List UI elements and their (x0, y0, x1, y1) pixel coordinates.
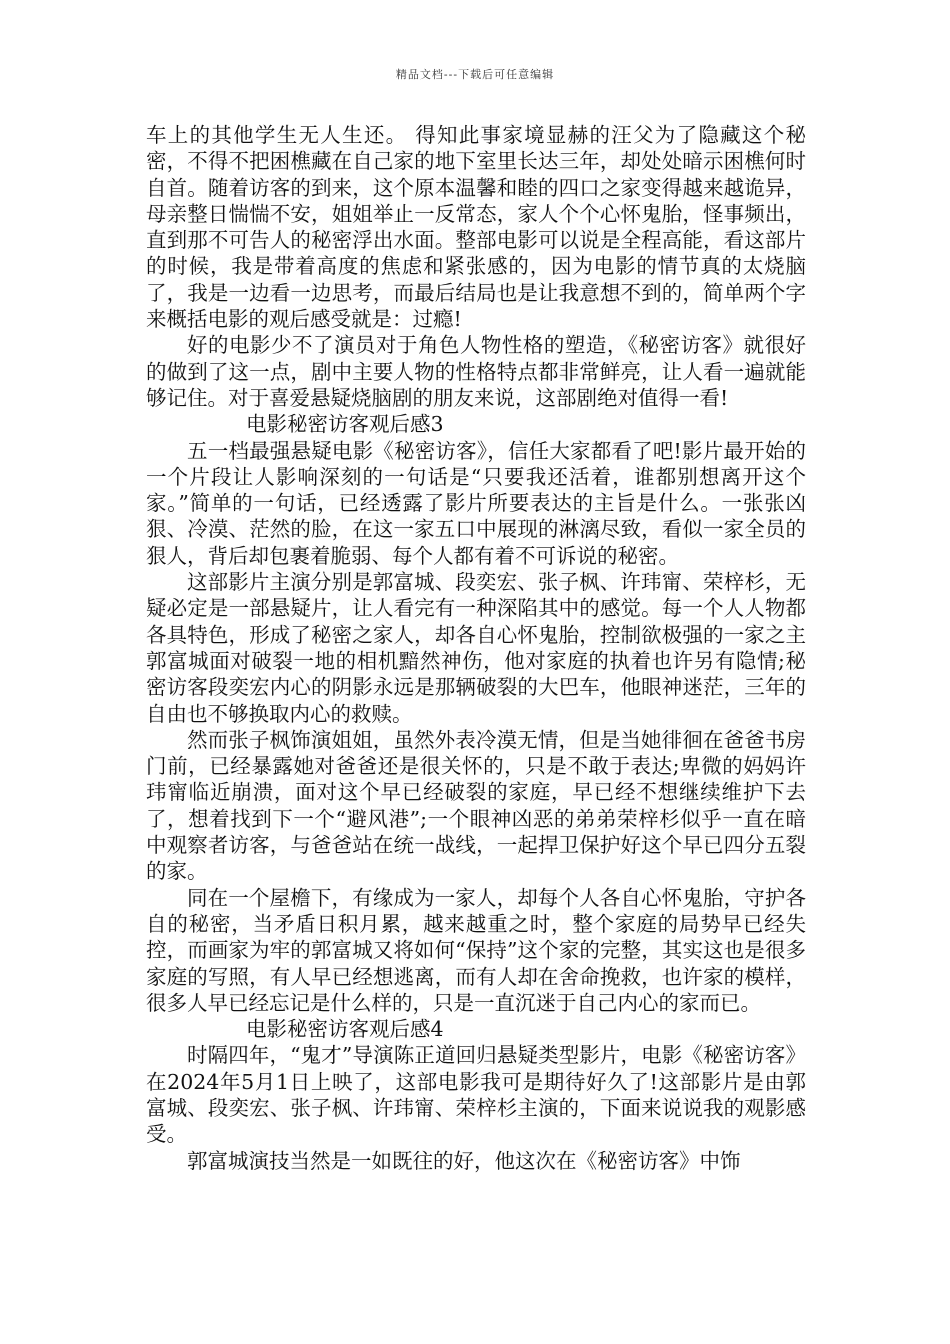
paragraph: 五一档最强悬疑电影《秘密访客》，信任大家都看了吧!影片最开始的一个片段让人影响深刻的一句话是“只要我还活着，谁都别想离开这个家。”简单的一句话，已经透露了影片所要表达的主旨是什么。一张张凶狠、冷漠、茫然的脸，在这一家五口中展现的淋漓尽致，看似一家全员的狠人，背后却包裹着脆弱、每个人都有着不可诉说的秘密。 (146, 438, 806, 568)
paragraph: 好的电影少不了演员对于角色人物性格的塑造，《秘密访客》就很好的做到了这一点，剧中主要人物的性格特点都非常鲜亮，让人看一遍就能够记住。对于喜爱悬疑烧脑剧的朋友来说，这部剧绝对值得一看! (146, 333, 806, 410)
paragraph: 这部影片主演分别是郭富城、段奕宏、张子枫、许玮甯、荣梓杉，无疑必定是一部悬疑片，让人看完有一种深陷其中的感觉。每一个人人物都各具特色，形成了秘密之家人，却各自心怀鬼胎，控制欲极强的一家之主郭富城面对破裂一地的相机黯然神伤，他对家庭的执着也许另有隐情;秘密访客段奕宏内心的阴影永远是那辆破裂的大巴车，他眼神迷茫，三年的自由也不够换取内心的救赎。 (146, 570, 806, 726)
paragraph: 车上的其他学生无人生还。 得知此事家境显赫的汪父为了隐藏这个秘密，不得不把困樵藏在自己家的地下室里长达三年，却处处暗示困樵何时自首。随着访客的到来，这个原本温馨和睦的四口之家变得越来越诡异，母亲整日惴惴不安，姐姐举止一反常态，家人个个心怀鬼胎，怪事频出，直到那不可告人的秘密浮出水面。整部电影可以说是全程高能，看这部片的时候，我是带着高度的焦虑和紧张感的，因为电影的情节真的太烧脑了，我是一边看一边思考，而最后结局也是让我意想不到的，简单两个字来概括电影的观后感受就是：过瘾! (146, 123, 806, 332)
section-heading: 电影秘密访客观后感3 (246, 412, 444, 437)
paragraph: 然而张子枫饰演姐姐，虽然外表冷漠无情，但是当她徘徊在爸爸书房门前，已经暴露她对爸爸还是很关怀的，只是不敢于表达;卑微的妈妈许玮甯临近崩溃，面对这个早已经破裂的家庭，早已经不想继续维护下去了，想着找到下一个“避风港”;一个眼神凶恶的弟弟荣梓杉似乎一直在暗中观察者访客，与爸爸站在统一战线，一起捍卫保护好这个早已四分五裂的家。 (146, 727, 806, 884)
paragraph: 郭富城演技当然是一如既往的好，他这次在《秘密访客》中饰 (187, 1148, 741, 1173)
paragraph: 同在一个屋檐下，有缘成为一家人，却每个人各自心怀鬼胎，守护各自的秘密，当矛盾日积月累，越来越重之时，整个家庭的局势早已经失控，而画家为牢的郭富城又将如何“保持”这个家的完整，其实这也是很多家庭的写照，有人早已经想逃离，而有人却在舍命挽救，也许家的模样，很多人早已经忘记是什么样的，只是一直沉迷于自己内心的家而已。 (146, 885, 806, 1015)
paragraph: 时隔四年，“鬼才”导演陈正道回归悬疑类型影片，电影《秘密访客》在2024年5月1日上映了，这部电影我可是期待好久了!这部影片是由郭富城、段奕宏、张子枫、许玮甯、荣梓杉主演的，下面来说说我的观影感受。 (146, 1043, 806, 1147)
page-header: 精品文档---下载后可任意编辑 (395, 68, 555, 81)
document-body (146, 122, 806, 1174)
section-heading: 电影秘密访客观后感4 (246, 1017, 444, 1042)
